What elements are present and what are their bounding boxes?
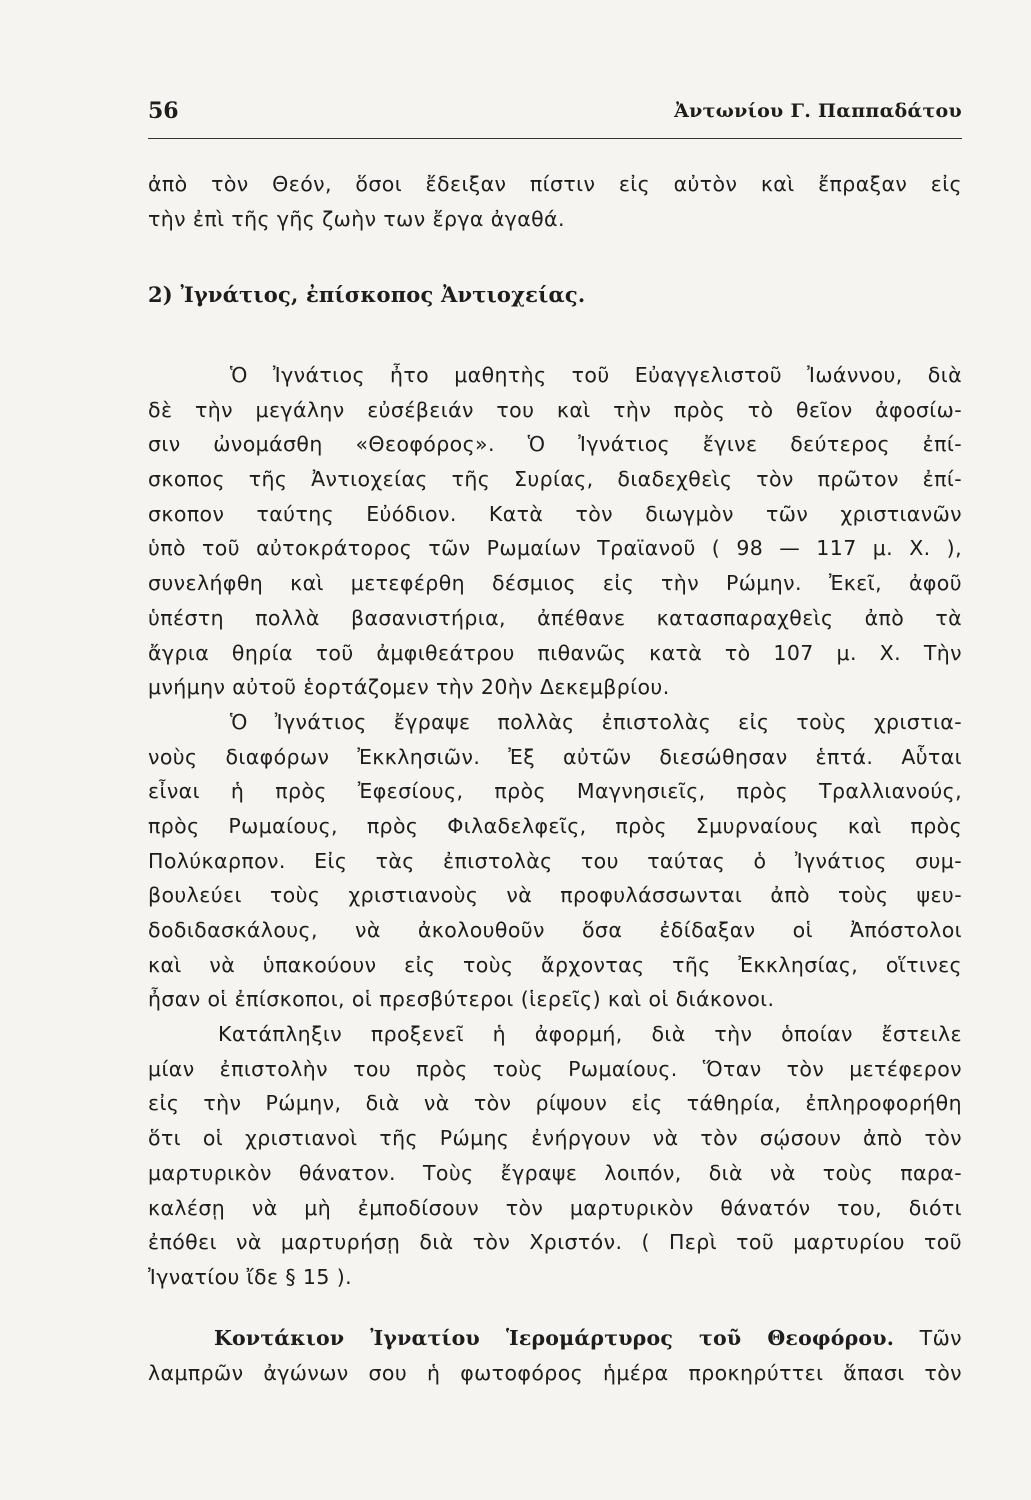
text-line: σκοπος τῆς Ἀντιοχείας τῆς Συρίας, διαδεχθεὶς τὸν πρῶτον ἐπί- — [148, 467, 962, 492]
text-line: ἀπὸ τὸν Θεόν, ὅσοι ἔδειξαν πίστιν εἰς αὐτὸν καὶ ἔπραξαν εἰς — [148, 172, 962, 196]
running-head: Ἀντωνίου Γ. Παππαδάτου — [674, 100, 962, 122]
main-body — [148, 358, 962, 1295]
page-number: 56 — [148, 98, 179, 124]
text-line: τὴν ἐπὶ τῆς γῆς ζωὴν των ἔργα ἀγαθά. — [148, 206, 565, 231]
text-line: πρὸς Ρωμαίους, πρὸς Φιλαδελφεῖς, πρὸς Σμυρναίους καὶ πρὸς — [148, 813, 962, 838]
text-line: Πολύκαρπον. Εἰς τὰς ἐπιστολὰς του ταύτας ὁ Ἰγνάτιος συμ- — [148, 848, 962, 873]
text-line: νοὺς διαφόρων Ἐκκλησιῶν. Ἐξ αὐτῶν διεσώθησαν ἑπτά. Αὗται — [148, 744, 962, 769]
text-line: εἶναι ἡ πρὸς Ἐφεσίους, πρὸς Μαγνησιεῖς, πρὸς Τραλλιανούς, — [148, 779, 962, 804]
text-line: μίαν ἐπιστολὴν του πρὸς τοὺς Ρωμαίους. Ὅταν τὸν μετέφερον — [148, 1056, 962, 1081]
text-line: συνελήφθη καὶ μετεφέρθη δέσμιος εἰς τὴν Ρώμην. Ἐκεῖ, ἀφοῦ — [148, 571, 962, 596]
kontakion-title: Κοντάκιον Ἰγνατίου Ἱερομάρτυρος τοῦ Θεοφόρου. — [214, 1326, 895, 1350]
text-line: Ἰγνατίου ἴδε § 15 ). — [148, 1264, 353, 1289]
intro-paragraph — [148, 167, 962, 236]
text-line: ὑπὸ τοῦ αὐτοκράτορος τῶν Ρωμαίων Τραϊανοῦ ( 98 — 117 μ. Χ. ), — [148, 536, 962, 561]
text-line: Κατάπληξιν προξενεῖ ἡ ἀφορμή, διὰ τὴν ὁποίαν ἔστειλε — [218, 1022, 962, 1047]
kontakion-paragraph — [148, 1321, 962, 1390]
text-line: Ὁ Ἰγνάτιος ἔγραψε πολλὰς ἐπιστολὰς εἰς τοὺς χριστια- — [230, 709, 962, 734]
kontakion-text: Τῶν — [919, 1326, 963, 1350]
text-line: ἐπόθει νὰ μαρτυρήσῃ διὰ τὸν Χριστόν. ( Περὶ τοῦ μαρτυρίου τοῦ — [148, 1230, 962, 1255]
text-line — [148, 1321, 962, 1356]
text-line: δὲ τὴν μεγάλην εὐσέβειάν του καὶ τὴν πρὸς τὸ θεῖον ἀφοσίω- — [148, 397, 962, 422]
text-line: σιν ὠνομάσθη «Θεοφόρος». Ὁ Ἰγνάτιος ἔγινε δεύτερος ἐπί- — [148, 432, 962, 457]
text-line: ἦσαν οἱ ἐπίσκοποι, οἱ πρεσβύτεροι (ἱερεῖς) καὶ οἱ διάκονοι. — [148, 987, 775, 1012]
text-line: δοδιδασκάλους, νὰ ἀκολουθοῦν ὅσα ἐδίδαξαν οἱ Ἀπόστολοι — [148, 918, 962, 942]
text-line: λαμπρῶν ἀγώνων σου ἡ φωτοφόρος ἡμέρα προκηρύττει ἅπασι τὸν — [148, 1360, 962, 1385]
page-header — [148, 98, 962, 139]
text-line: ὑπέστη πολλὰ βασανιστήρια, ἀπέθανε κατασπαραχθεὶς ἀπὸ τὰ — [148, 605, 962, 630]
section-heading: 2) Ἰγνάτιος, ἐπίσκοπος Ἀντιοχείας. — [148, 282, 586, 307]
text-line: σκοπον ταύτης Εὐόδιον. Κατὰ τὸν διωγμὸν τῶν χριστιανῶν — [148, 501, 962, 526]
text-line: βουλεύει τοὺς χριστιανοὺς νὰ προφυλάσσωνται ἀπὸ τοὺς ψευ- — [148, 883, 962, 908]
text-line: καλέσῃ νὰ μὴ ἐμποδίσουν τὸν μαρτυρικὸν θάνατόν του, διότι — [148, 1195, 962, 1220]
text-line: ἄγρια θηρία τοῦ ἀμφιθεάτρου πιθανῶς κατὰ τὸ 107 μ. Χ. Τὴν — [148, 640, 962, 665]
text-line: καὶ νὰ ὑπακούουν εἰς τοὺς ἄρχοντας τῆς Ἐκκλησίας, οἵτινες — [148, 952, 962, 977]
text-line: εἰς τὴν Ρώμην, διὰ νὰ τὸν ρίψουν εἰς τάθηρία, ἐπληροφορήθη — [148, 1091, 962, 1116]
text-line: ὅτι οἱ χριστιανοὶ τῆς Ρώμης ἐνήργουν νὰ τὸν σῴσουν ἀπὸ τὸν — [148, 1126, 962, 1151]
text-line: Ὁ Ἰγνάτιος ἦτο μαθητὴς τοῦ Εὐαγγελιστοῦ Ἰωάννου, διὰ — [230, 363, 962, 387]
text-line: μαρτυρικὸν θάνατον. Τοὺς ἔγραψε λοιπόν, διὰ νὰ τοὺς παρα- — [148, 1160, 962, 1185]
text-line: μνήμην αὐτοῦ ἑορτάζομεν τὴν 20ὴν Δεκεμβρίου. — [148, 675, 670, 700]
